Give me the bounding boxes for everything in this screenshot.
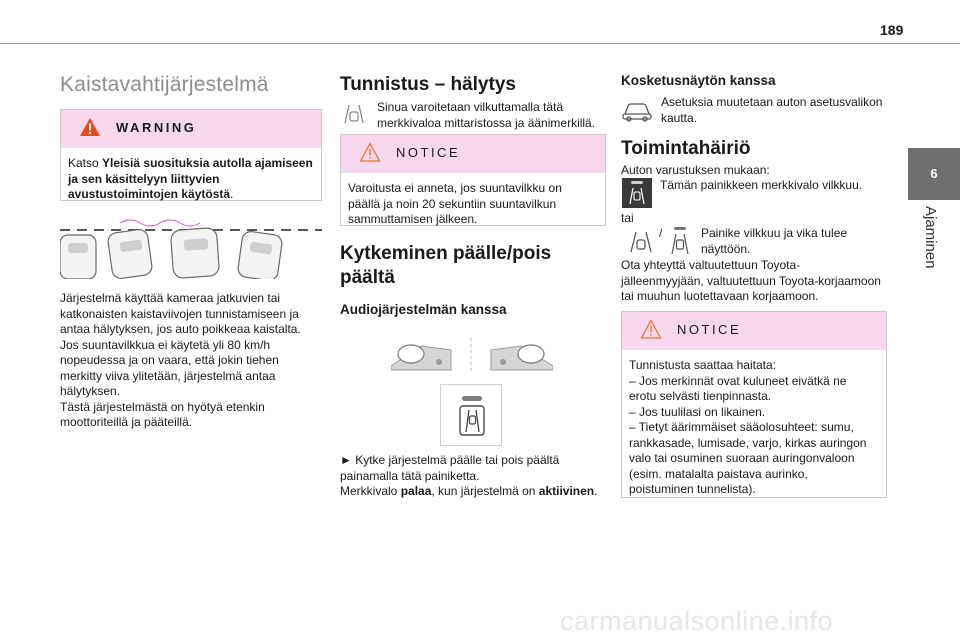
onoff-instructions: ► Kytke järjestelmä päälle tai pois päältä painamalla tätä painiketta. Merkkivalo palaa, kun järjestelmä on aktiivinen. xyxy=(340,453,598,498)
warning-triangle-icon xyxy=(79,117,101,137)
notice-header-1 xyxy=(341,135,605,173)
chapter-tab-label: Ajaminen xyxy=(922,206,939,269)
notice-text-2: Tunnistusta saattaa haitata: – Jos merkinnät ovat kuluneet eivätkä ne erotu selvästi tienpinnasta. – Jos tuulilasi on likainen. – Tietyt äärimmäiset sääolosuhteet: sumu, rankkasade, lumisade, varjo, kirkas auringon valo tai osuminen suoraan auringonvaloon (esim. matalalta paistava aurinko, poistuminen tunnelista). xyxy=(629,358,867,496)
slash-separator: / xyxy=(659,226,663,240)
notice-box-2 xyxy=(621,311,887,498)
header-rule xyxy=(0,43,960,44)
section-title-detection: Tunnistus – hälytys xyxy=(340,74,516,95)
or-label: tai xyxy=(621,211,634,225)
fault-intro: Auton varustuksen mukaan: xyxy=(621,163,770,177)
notice-triangle-icon xyxy=(640,319,662,339)
subtitle-audio: Audiojärjestelmän kanssa xyxy=(340,302,507,317)
chapter-tab-number[interactable]: 6 xyxy=(908,148,960,200)
section-title-malfunction: Toimintahäiriö xyxy=(621,138,751,159)
lane-warning-outline-icon xyxy=(627,228,655,254)
lane-assist-button-icon[interactable] xyxy=(457,395,487,437)
lane-button-dark-icon xyxy=(622,178,652,208)
warning-box xyxy=(60,109,322,201)
warning-text: Katso Yleisiä suosituksia autolla ajamiseen ja sen käsittelyyn liittyvien avustustoimintojen käytöstä. xyxy=(68,156,313,201)
touchscreen-text: Asetuksia muutetaan auton asetusvalikon kautta. xyxy=(661,95,883,125)
lane-button-outline-icon xyxy=(667,226,693,256)
intro-text: Järjestelmä käyttää kameraa jatkuvien tai katkonaisten kaistaviivojen tunnistamiseen ja antaa hälytyksen, jos auto poikkeaa kaistalta. Jos suuntavilkkua ei käytetä yli 80 km/h nopeudessa ja on vaara, että jokin tiehen merkitty viiva ylitetään, järjestelmä antaa hälytyksen. Tästä järjestelmästä on hyötyä etenkin moottoriteillä ja pääteillä. xyxy=(60,291,301,429)
car-settings-icon xyxy=(621,100,653,122)
page-title: Kaistavahtijärjestelmä xyxy=(60,73,269,96)
notice-box-1 xyxy=(340,134,606,226)
notice-text-1: Varoitusta ei anneta, jos suuntavilkku on päällä ja noin 20 sekuntiin suuntavilkun sammuttamisen jälkeen. xyxy=(348,181,562,226)
lane-warning-lamp-icon xyxy=(341,103,367,125)
section-title-onoff: Kytkeminen päälle/pois päältä xyxy=(340,243,552,288)
notice-label-2: NOTICE xyxy=(677,322,742,337)
page-number: 189 xyxy=(880,22,904,38)
fault-line-1: Tämän painikkeen merkkivalo vilkkuu. xyxy=(660,178,863,192)
steering-wheel-illustration xyxy=(391,336,553,372)
notice-triangle-icon xyxy=(359,142,381,162)
watermark: carmanualsonline.info xyxy=(560,606,834,636)
notice-label-1: NOTICE xyxy=(396,145,461,160)
fault-line-2: Painike vilkkuu ja vika tulee näyttöön. xyxy=(701,226,848,256)
warning-label: WARNING xyxy=(116,120,197,135)
warning-header xyxy=(61,110,321,148)
contact-text: Ota yhteyttä valtuutettuun Toyota- jälleenmyyjään, valtuutettuun Toyota-korjaamoon tai muuhun luotettavaan korjaamoon. xyxy=(621,258,881,303)
notice-header-2 xyxy=(622,312,886,350)
lane-assist-button-panel xyxy=(440,384,502,446)
lane-departure-illustration xyxy=(60,213,322,279)
alert-text: Sinua varoitetaan vilkuttamalla tätä merkkivaloa mittaristossa ja äänimerkillä. xyxy=(377,100,596,130)
subtitle-touchscreen: Kosketusnäytön kanssa xyxy=(621,73,776,88)
